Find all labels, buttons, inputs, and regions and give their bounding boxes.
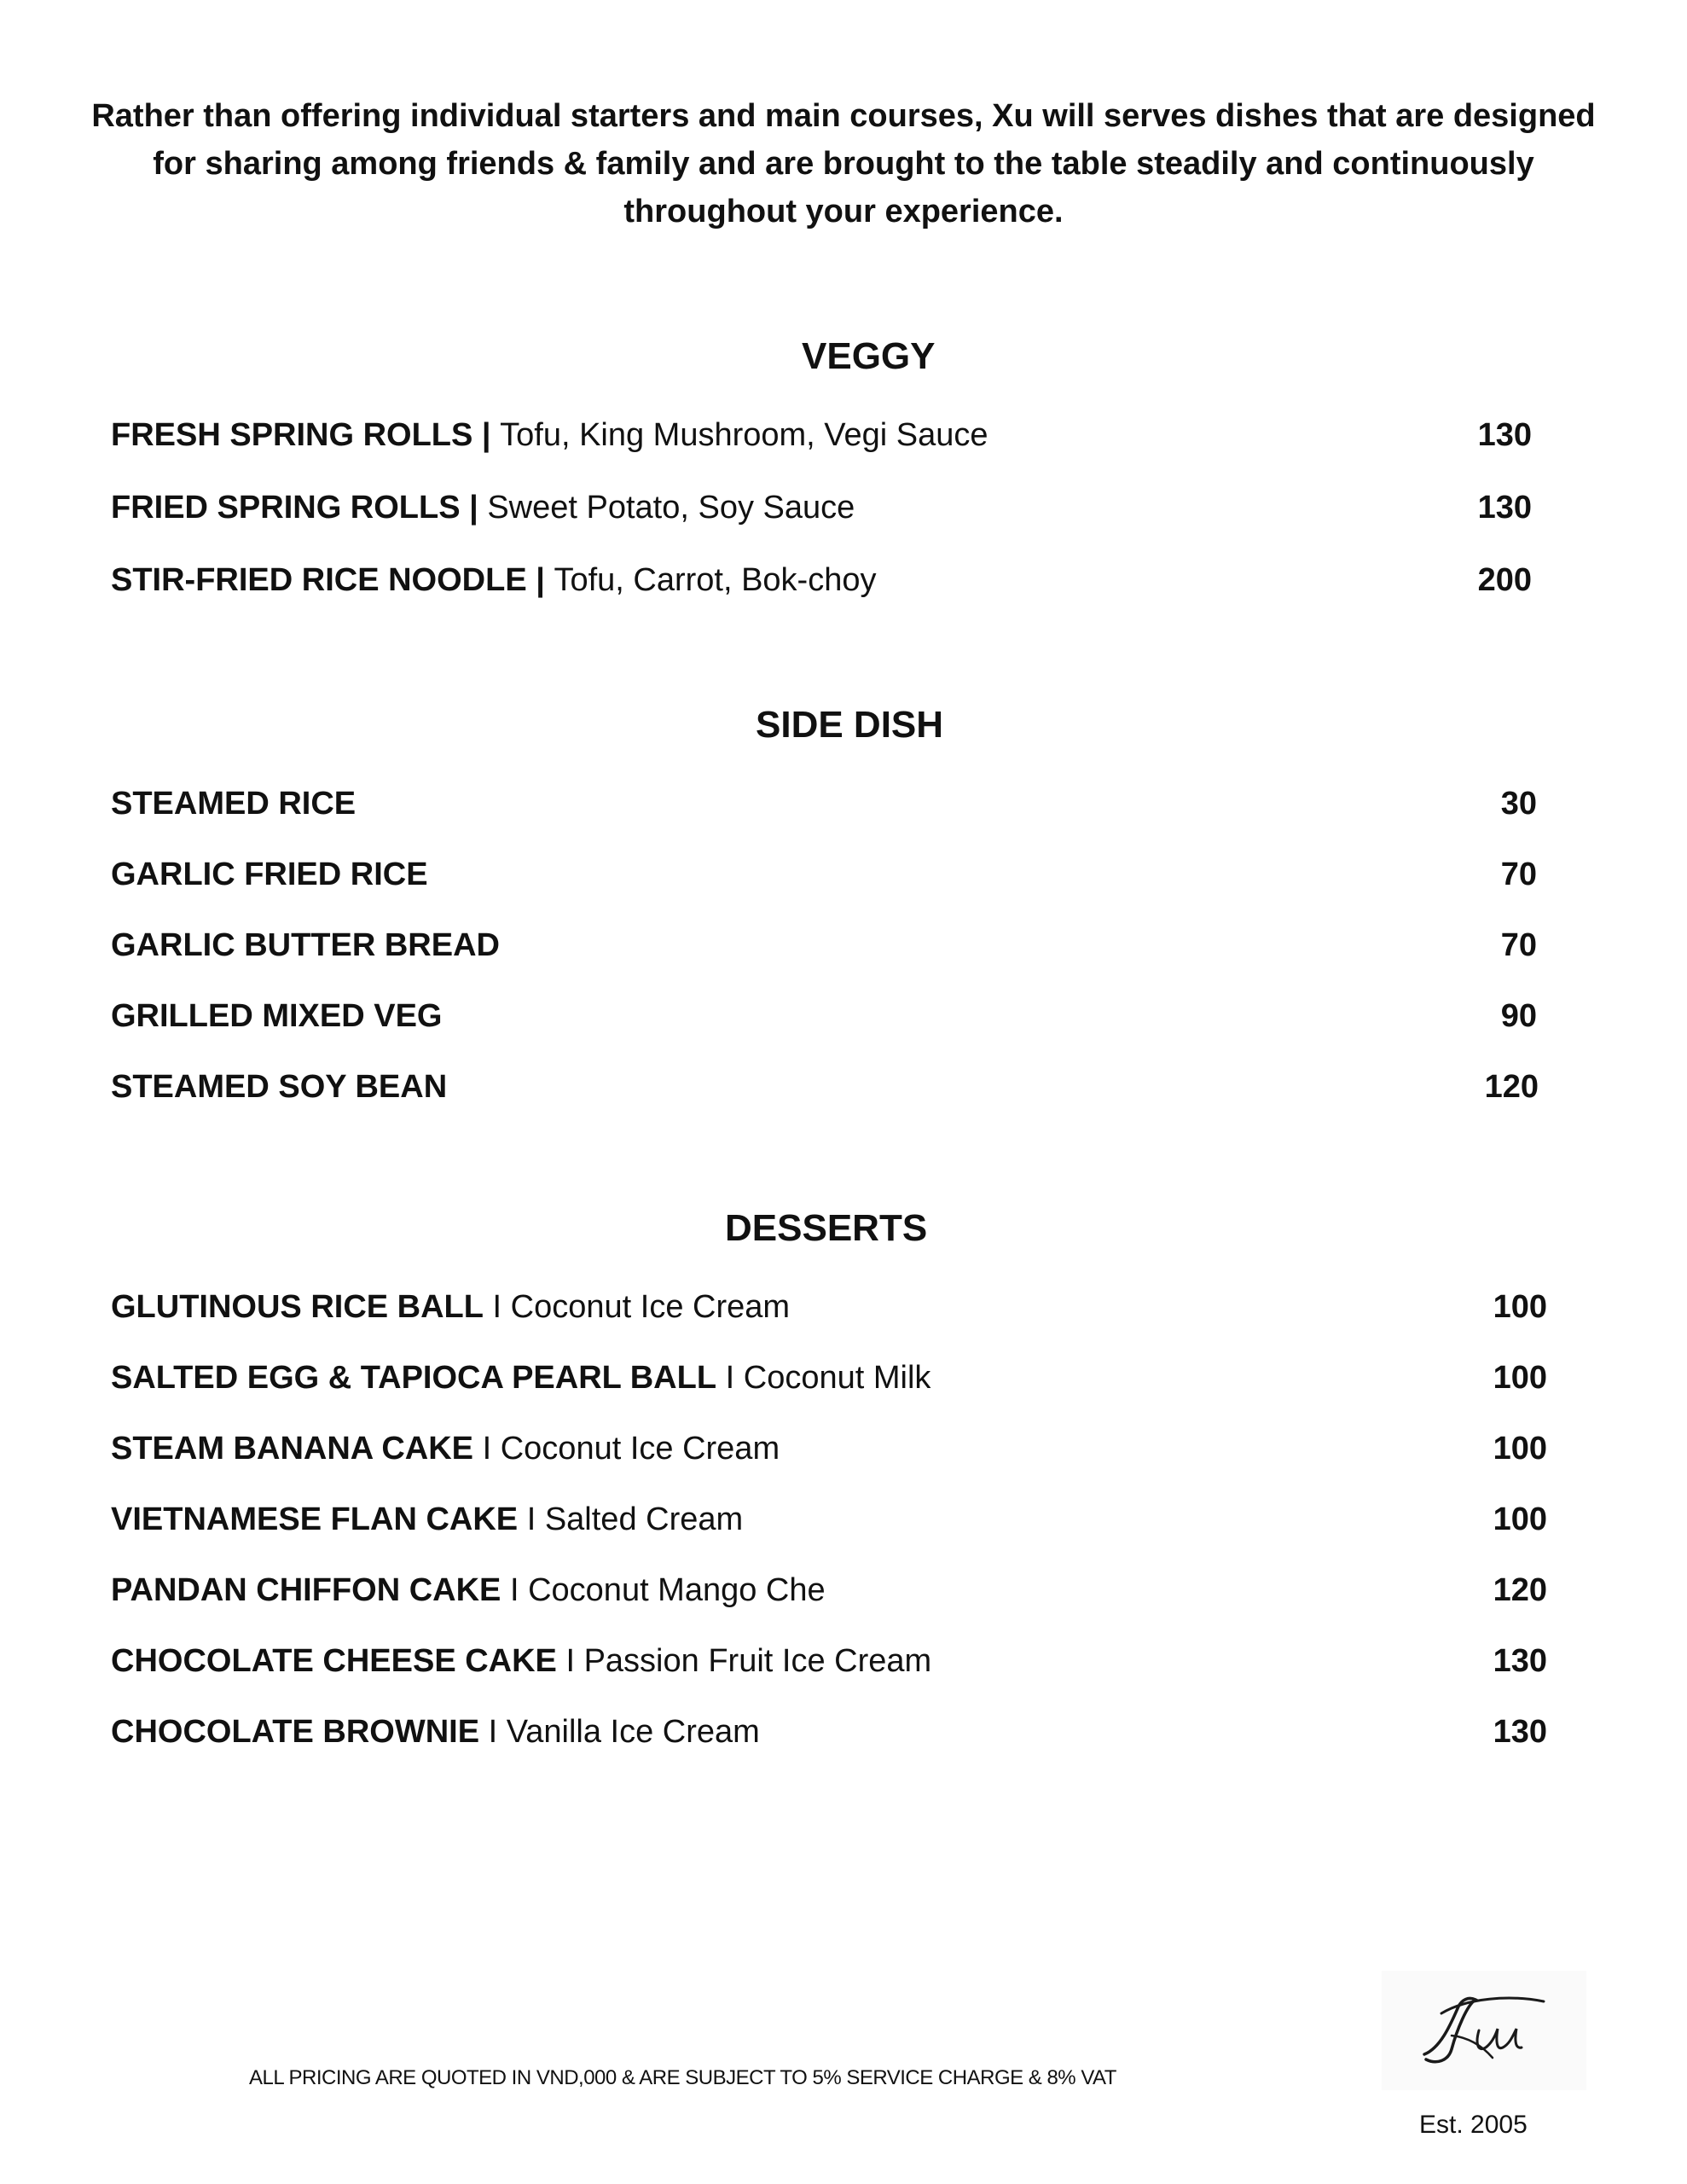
item-name: VIETNAMESE FLAN CAKE [111, 1501, 519, 1537]
menu-item [111, 1281, 1547, 1333]
item-description: Salted Cream [544, 1501, 744, 1537]
item-price: 90 [1500, 997, 1537, 1034]
intro-line-2: for sharing among friends & family and are brought to the table steadily and continuously [153, 146, 1534, 182]
item-name: SALTED EGG & TAPIOCA PEARL BALL [111, 1359, 717, 1396]
item-price: 130 [1477, 416, 1532, 453]
intro-paragraph [51, 92, 1636, 235]
item-price: 30 [1500, 785, 1537, 822]
item-separator: I [483, 1288, 511, 1325]
menu-item [111, 1061, 1539, 1112]
item-description: Coconut Milk [743, 1359, 931, 1396]
item-price: 100 [1493, 1430, 1547, 1467]
item-price: 200 [1477, 561, 1532, 598]
menu-item [111, 778, 1537, 829]
item-description: Vanilla Ice Cream [506, 1713, 760, 1750]
section-title-desserts: DESSERTS [725, 1207, 928, 1249]
item-price: 130 [1493, 1642, 1547, 1679]
pricing-note: ALL PRICING ARE QUOTED IN VND,000 & ARE SUBJECT TO 5% SERVICE CHARGE & 8% VAT [249, 2066, 1116, 2089]
item-name: PANDAN CHIFFON CAKE [111, 1571, 501, 1608]
item-name: GLUTINOUS RICE BALL [111, 1288, 484, 1325]
intro-line-3: throughout your experience. [623, 194, 1064, 229]
item-separator: I [479, 1713, 507, 1750]
item-name: STEAM BANANA CAKE [111, 1430, 474, 1467]
item-separator: | [460, 489, 488, 526]
item-price: 130 [1477, 489, 1532, 526]
item-description: Coconut Ice Cream [510, 1288, 791, 1325]
item-separator: | [526, 561, 554, 598]
item-name: STEAMED RICE [111, 785, 357, 822]
item-price: 100 [1493, 1288, 1547, 1325]
item-price: 70 [1500, 926, 1537, 963]
item-price: 100 [1493, 1501, 1547, 1537]
item-description: Sweet Potato, Soy Sauce [487, 489, 855, 526]
item-description: Tofu, Carrot, Bok-choy [554, 561, 877, 598]
menu-item [111, 410, 1532, 461]
item-price: 130 [1493, 1713, 1547, 1750]
menu-item [111, 482, 1532, 533]
menu-item [111, 849, 1537, 900]
item-name: GRILLED MIXED VEG [111, 997, 443, 1034]
menu-item [111, 920, 1537, 971]
item-name: FRIED SPRING ROLLS [111, 489, 461, 526]
item-description: Coconut Mango Che [528, 1571, 826, 1608]
item-separator: I [518, 1501, 545, 1537]
menu-item [111, 1635, 1547, 1687]
item-price: 120 [1484, 1068, 1539, 1105]
item-name: FRESH SPRING ROLLS [111, 416, 473, 453]
item-description: Passion Fruit Ice Cream [583, 1642, 932, 1679]
section-title-veggy: VEGGY [802, 335, 936, 377]
established-year: Est. 2005 [1419, 2111, 1528, 2139]
menu-item [111, 990, 1537, 1042]
item-price: 100 [1493, 1359, 1547, 1396]
intro-line-1: Rather than offering individual starters and main courses, Xu will serves dishes that are designed [91, 98, 1596, 134]
item-price: 120 [1493, 1571, 1547, 1608]
section-title-side-dish: SIDE DISH [756, 704, 944, 746]
item-name: STIR-FRIED RICE NOODLE [111, 561, 527, 598]
menu-item [111, 1565, 1547, 1616]
item-description: Tofu, King Mushroom, Vegi Sauce [500, 416, 988, 453]
item-name: CHOCOLATE BROWNIE [111, 1713, 480, 1750]
item-separator: I [473, 1430, 501, 1467]
item-separator: I [556, 1642, 584, 1679]
menu-item [111, 555, 1532, 606]
menu-item [111, 1423, 1547, 1474]
item-separator: | [472, 416, 501, 453]
item-price: 70 [1500, 856, 1537, 892]
item-separator: I [501, 1571, 529, 1608]
item-separator: I [716, 1359, 744, 1396]
menu-item [111, 1352, 1547, 1403]
xu-logo [1382, 1971, 1586, 2090]
item-name: STEAMED SOY BEAN [111, 1068, 448, 1105]
item-name: GARLIC BUTTER BREAD [111, 926, 500, 963]
item-name: CHOCOLATE CHEESE CAKE [111, 1642, 557, 1679]
xu-script-logo-icon [1407, 1988, 1561, 2073]
menu-item [111, 1494, 1547, 1545]
menu-item [111, 1706, 1547, 1757]
item-description: Coconut Ice Cream [500, 1430, 780, 1467]
item-name: GARLIC FRIED RICE [111, 856, 428, 892]
